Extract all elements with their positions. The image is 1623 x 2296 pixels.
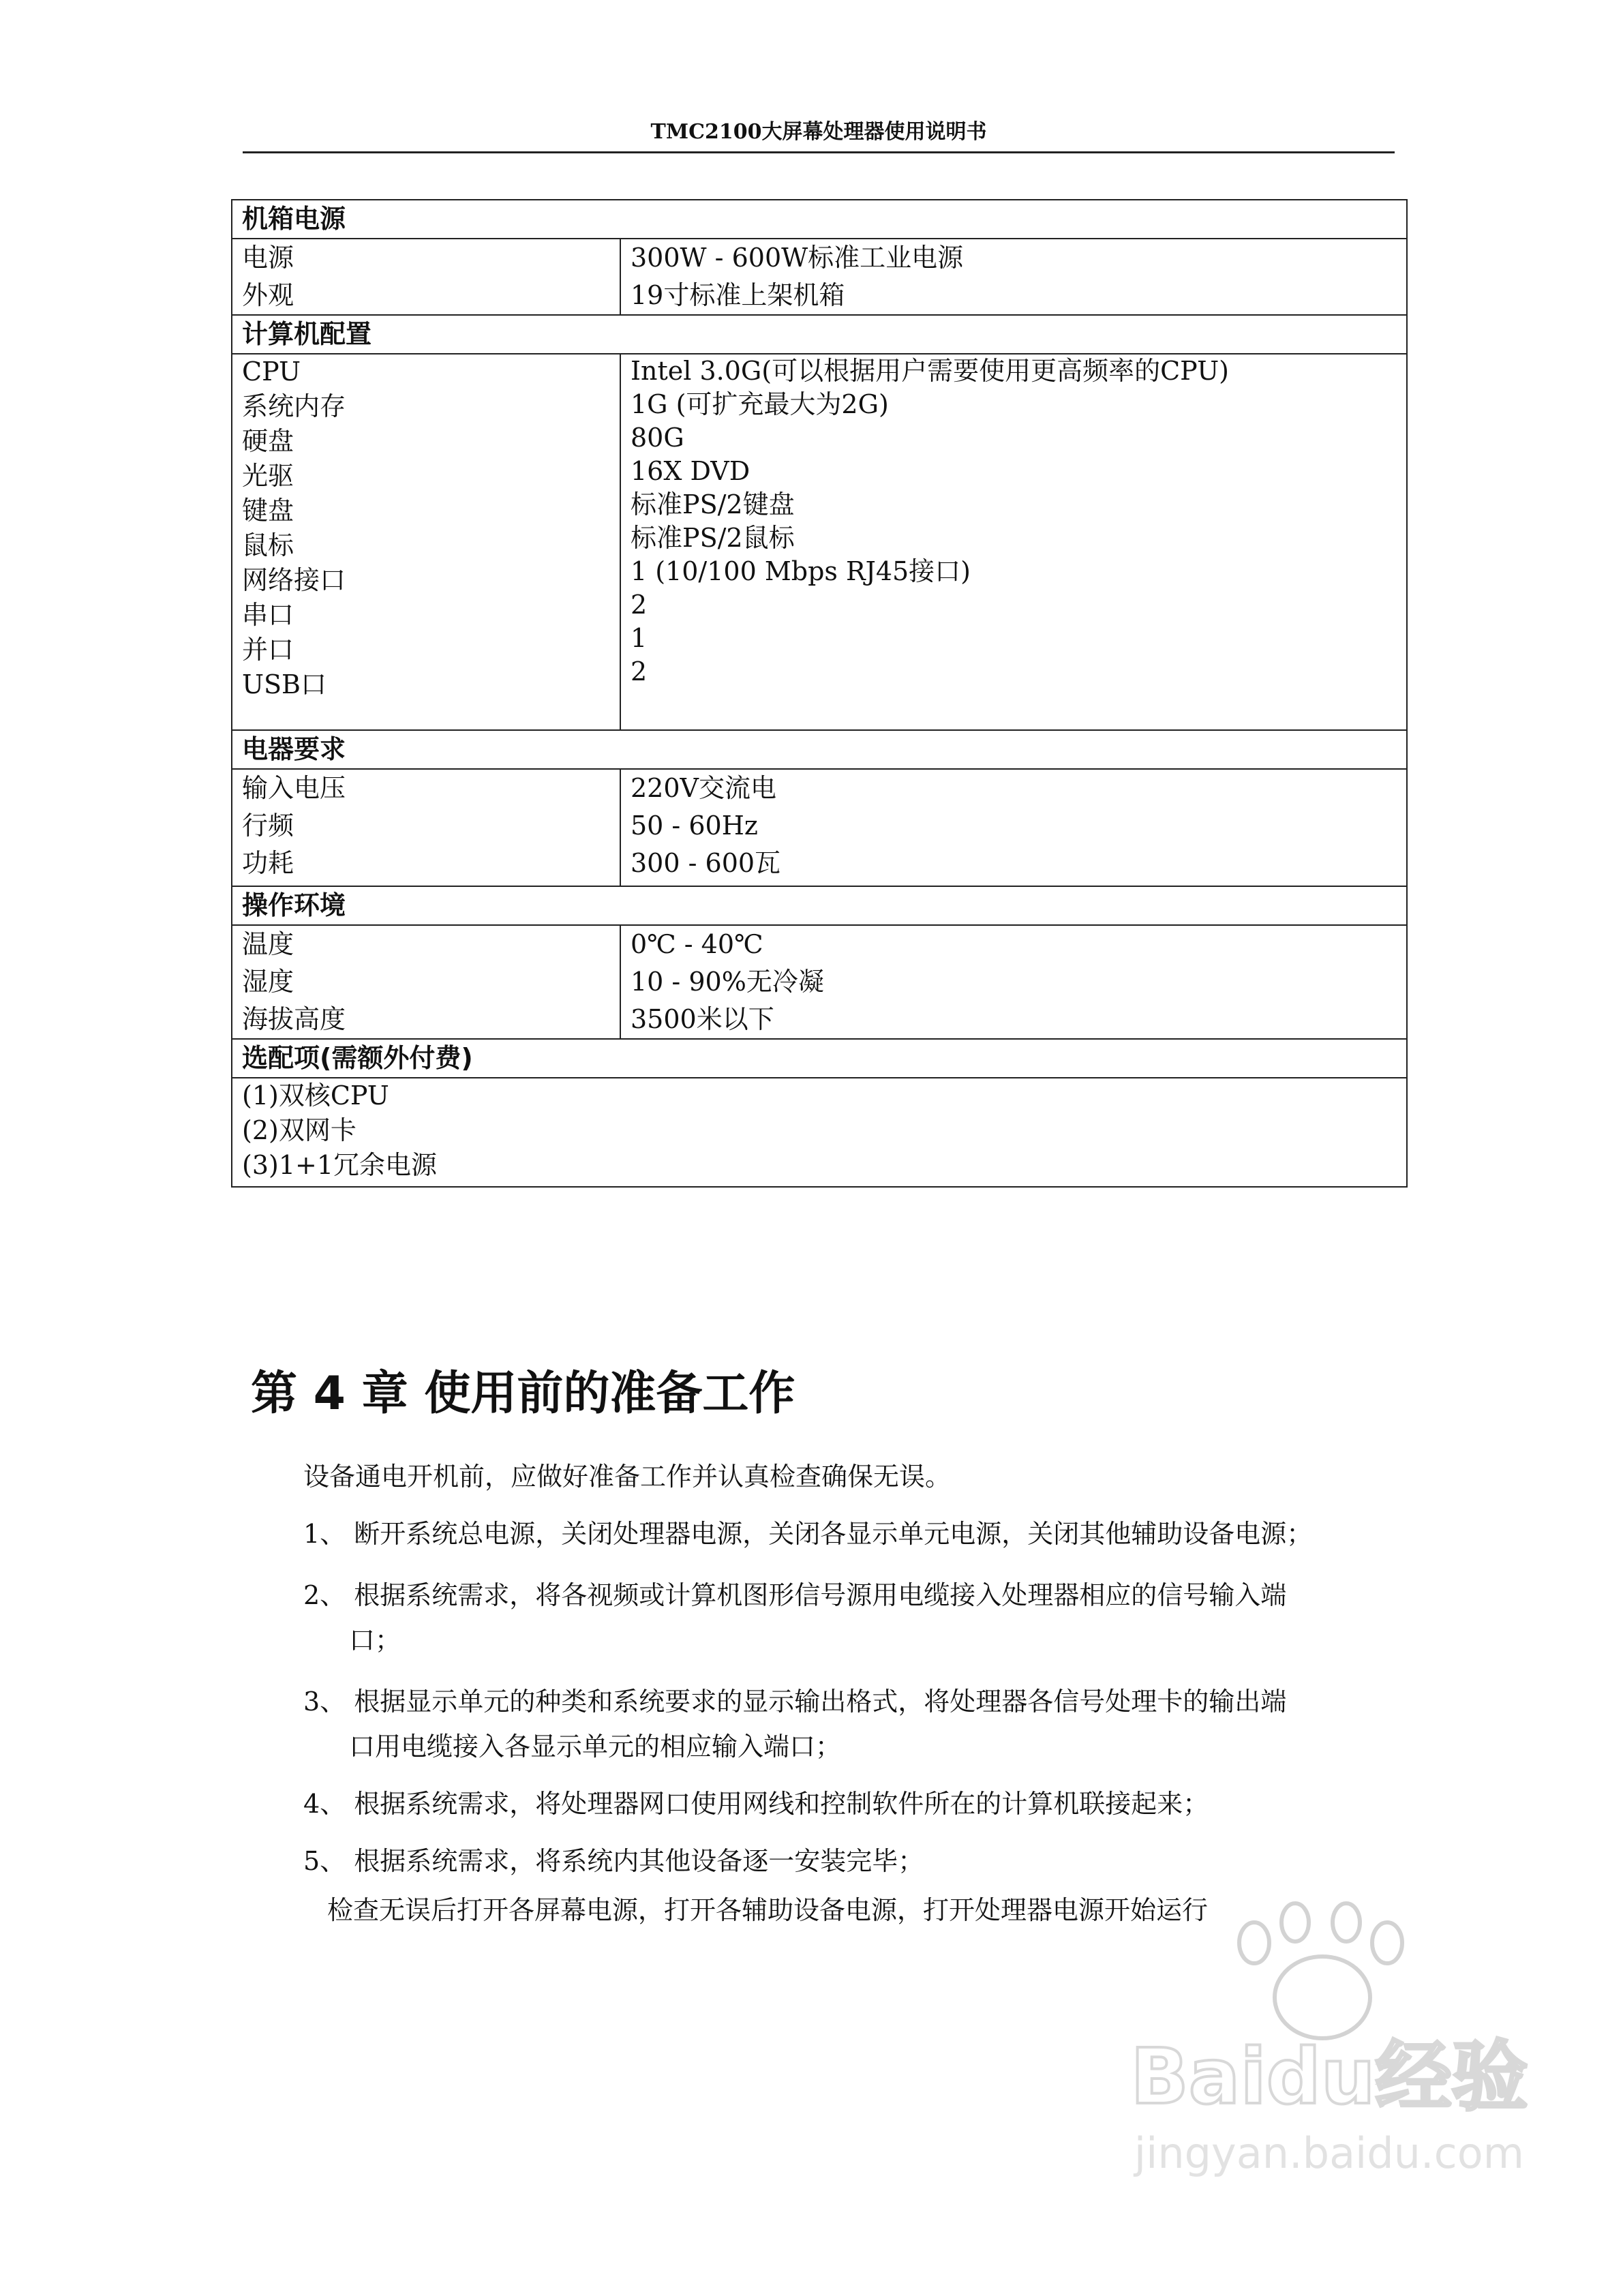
spec-label: 鼠标	[242, 530, 294, 560]
spec-values	[620, 354, 1407, 730]
spec-label: 外观	[242, 280, 294, 310]
spec-value: 50 - 60Hz	[631, 811, 758, 841]
section-header-row	[232, 200, 1407, 239]
spec-label: 并口	[242, 635, 294, 665]
spec-value: 标准PS/2鼠标	[631, 523, 795, 553]
step-item-continuation: 口用电缆接入各显示单元的相应输入端口；	[349, 1732, 842, 1762]
spec-value: 19寸标准上架机箱	[631, 280, 845, 310]
step-item: 5、 根据系统需求，将系统内其他设备逐一安装完毕；	[303, 1846, 924, 1876]
intro-paragraph: 设备通电开机前，应做好准备工作并认真检查确保无误。	[303, 1462, 952, 1492]
spec-value: 300W - 600W标准工业电源	[631, 243, 964, 273]
spec-table	[231, 199, 1408, 1188]
spec-value: 2	[631, 590, 648, 620]
options-row	[232, 1078, 1407, 1187]
watermark-brand: Baidu经验	[1130, 2033, 1528, 2121]
spec-value: 300 - 600瓦	[631, 848, 781, 878]
step-item: 2、 根据系统需求，将各视频或计算机图形信号源用电缆接入处理器相应的信号输入端	[303, 1580, 1287, 1610]
step-item: 3、 根据显示单元的种类和系统要求的显示输出格式，将处理器各信号处理卡的输出端	[303, 1687, 1287, 1717]
baidu-watermark	[1118, 1895, 1541, 2209]
section-header-row	[232, 730, 1407, 769]
spec-value: Intel 3.0G(可以根据用户需要使用更高频率的CPU)	[631, 356, 1229, 386]
spec-value: 220V交流电	[631, 773, 776, 803]
option-item: (2)双网卡	[242, 1115, 357, 1145]
spec-label: 输入电压	[242, 773, 346, 803]
spec-row	[232, 354, 1407, 730]
step-item-continuation: 口；	[349, 1625, 401, 1655]
spec-row	[232, 239, 1407, 315]
spec-label: 行频	[242, 811, 294, 841]
header-title: TMC2100大屏幕处理器使用说明书	[650, 120, 987, 144]
paw-icon	[1239, 1903, 1402, 2038]
spec-labels	[232, 925, 620, 1039]
step-item: 1、 断开系统总电源，关闭处理器电源，关闭各显示单元电源，关闭其他辅助设备电源；	[303, 1519, 1313, 1549]
spec-labels	[232, 354, 620, 730]
spec-values	[620, 239, 1407, 315]
spec-value: 2	[631, 656, 648, 686]
spec-value: 16X DVD	[631, 456, 750, 486]
header-divider	[243, 151, 1395, 153]
spec-label: USB口	[242, 669, 327, 699]
section-title: 机箱电源	[232, 200, 1407, 239]
section-title: 选配项(需额外付费)	[232, 1039, 1407, 1078]
spec-label: 功耗	[242, 848, 294, 878]
spec-row	[232, 769, 1407, 886]
spec-value: 10 - 90%无冷凝	[631, 967, 824, 997]
option-item: (1)双核CPU	[242, 1081, 389, 1111]
section-title: 计算机配置	[232, 315, 1407, 354]
spec-value: 1	[631, 623, 648, 653]
spec-label: 系统内存	[242, 391, 346, 421]
spec-value: 1G (可扩充最大为2G)	[631, 389, 889, 419]
chapter-title: 第 4 章 使用前的准备工作	[251, 1367, 795, 1421]
spec-label: 网络接口	[242, 565, 346, 595]
spec-value: 3500米以下	[631, 1004, 774, 1034]
spec-label: 海拔高度	[242, 1004, 346, 1034]
spec-label: 温度	[242, 929, 294, 959]
spec-label: 湿度	[242, 967, 294, 997]
section-header-row	[232, 886, 1407, 925]
section-title: 操作环境	[232, 886, 1407, 925]
section-title: 电器要求	[232, 730, 1407, 769]
spec-row	[232, 925, 1407, 1039]
options-list	[232, 1078, 1407, 1187]
spec-labels	[232, 239, 620, 315]
option-item: (3)1+1冗余电源	[242, 1150, 438, 1180]
spec-label: 光驱	[242, 461, 294, 491]
step-item: 4、 根据系统需求，将处理器网口使用网线和控制软件所在的计算机联接起来；	[303, 1789, 1209, 1819]
spec-values	[620, 769, 1407, 886]
spec-label: 串口	[242, 600, 294, 630]
closing-paragraph: 检查无误后打开各屏幕电源，打开各辅助设备电源，打开处理器电源开始运行	[327, 1895, 1209, 1925]
spec-value: 1 (10/100 Mbps RJ45接口)	[631, 556, 971, 586]
spec-label: 键盘	[242, 496, 294, 526]
watermark-url: jingyan.baidu.com	[1134, 2128, 1525, 2178]
spec-label: CPU	[242, 357, 301, 387]
section-header-row	[232, 315, 1407, 354]
spec-label: 硬盘	[242, 426, 294, 456]
spec-value: 80G	[631, 423, 684, 453]
spec-value: 标准PS/2键盘	[631, 489, 795, 519]
spec-values	[620, 925, 1407, 1039]
spec-labels	[232, 769, 620, 886]
section-header-row	[232, 1039, 1407, 1078]
spec-value: 0℃ - 40℃	[631, 929, 763, 959]
spec-label: 电源	[242, 243, 294, 273]
